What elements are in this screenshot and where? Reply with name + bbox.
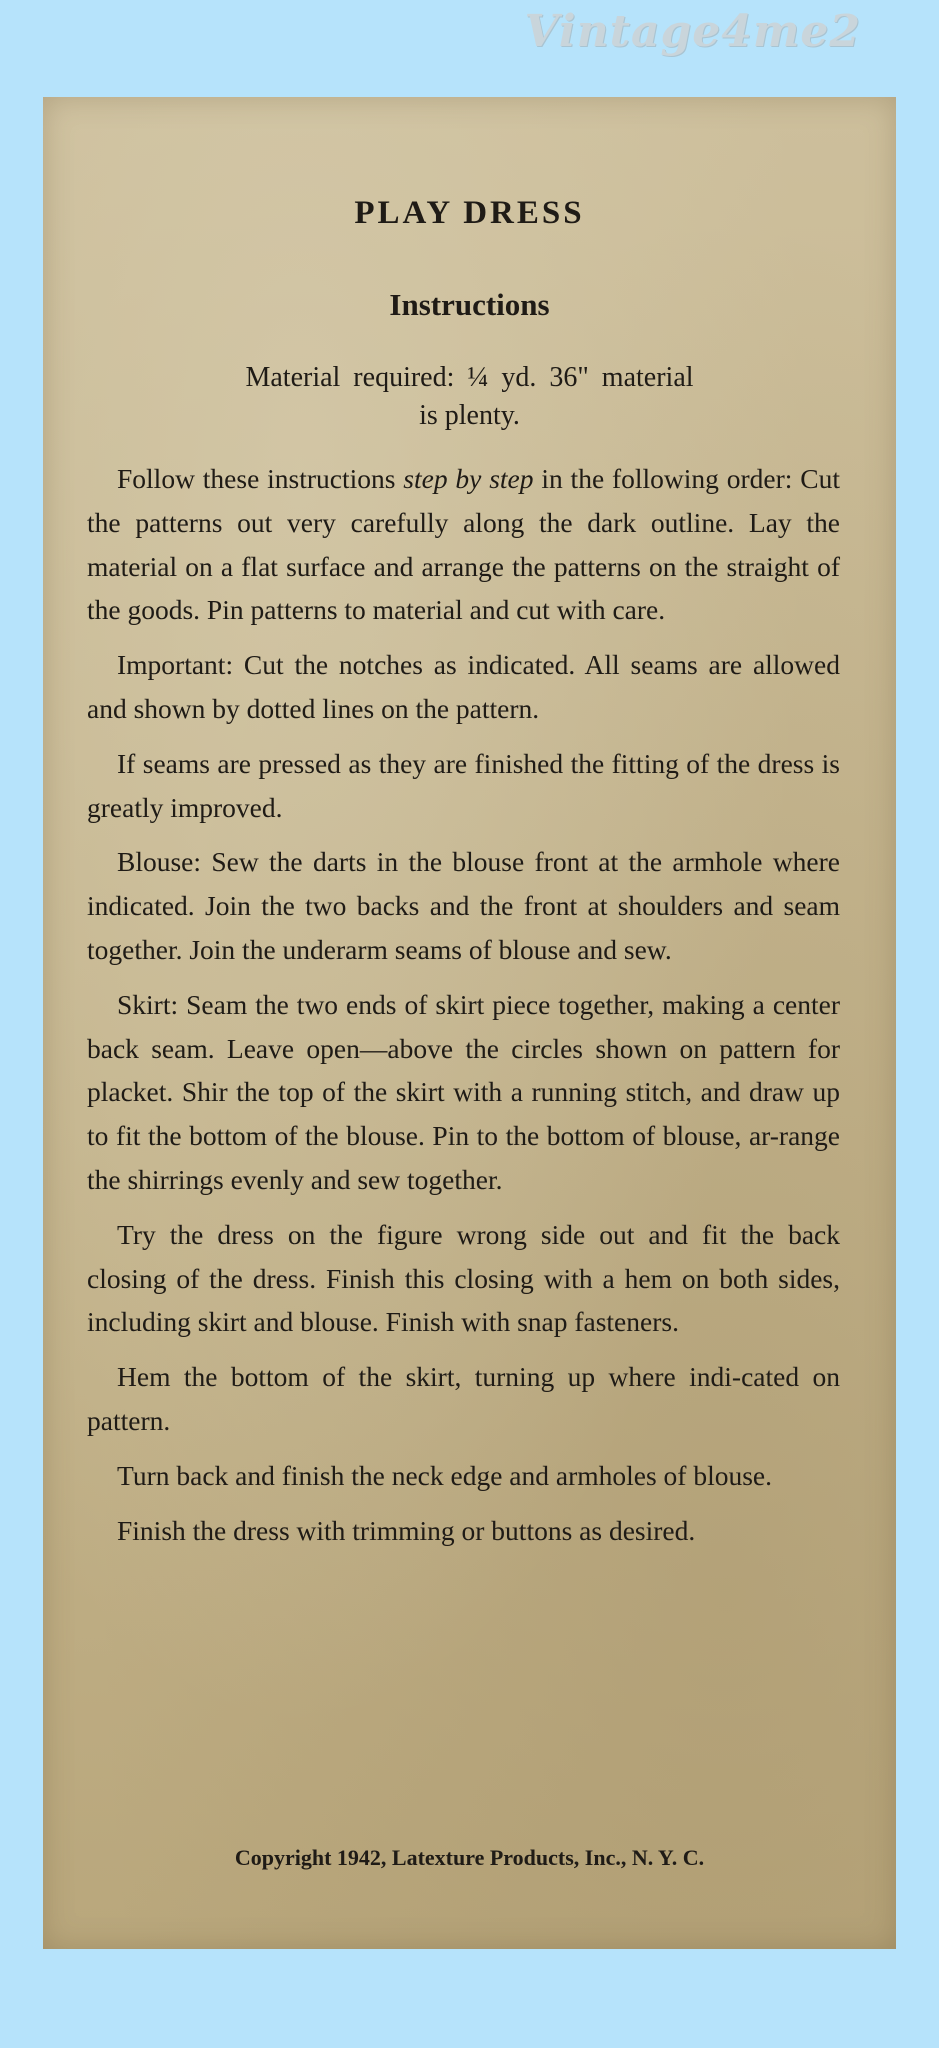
watermark-text: Vintage4me2 [524, 6, 861, 57]
paragraph-pressing: If seams are pressed as they are finished the fitting of the dress is greatly improved. [87, 747, 840, 823]
instruction-sheet [43, 97, 896, 1949]
paragraph-finish: Finish the dress with trimming or buttons as desired. [117, 1514, 696, 1546]
paragraph-step-by-step [87, 457, 840, 632]
paragraph-fitting: Try the dress on the figure wrong side out and fit the back closing of the dress. Finish this closing with a hem on both sides, including skirt and blouse. Finish with snap fasteners. [87, 1218, 840, 1338]
material-requirement [43, 359, 896, 435]
paragraph-hem: Hem the bottom of the skirt, turning up where indi-cated on pattern. [87, 1361, 840, 1436]
paragraph-text: in the following order: Cut the patterns out very carefully along the dark outline. Lay the material on a flat surface and arrange the patterns on the straight of the goods. Pin patterns to material and cut with care. [87, 463, 840, 626]
paragraph-text: Follow these instructions [117, 463, 404, 494]
material-line-2: is plenty. [419, 400, 520, 431]
instructions-body [87, 457, 840, 1563]
copyright-notice: Copyright 1942, Latexture Products, Inc., N. Y. C. [234, 1845, 705, 1870]
emphasis-step-by-step: step by step [403, 463, 534, 494]
document-title: PLAY DRESS [354, 195, 585, 231]
material-line-1: Material required: ¼ yd. 36" material [245, 362, 694, 393]
paragraph-skirt: Skirt: Seam the two ends of skirt piece together, making a center back seam. Leave open—above the circles shown on pattern for placket. Shir the top of the skirt with a running stitch, and draw up to fit the bottom of the blouse. Pin to the bottom of blouse, ar-range the shirrings evenly and sew together. [87, 988, 840, 1195]
document-subtitle: Instructions [389, 287, 550, 322]
paragraph-blouse: Blouse: Sew the darts in the blouse front at the armhole where indicated. Join the two backs and the front at shoulders and seam together. Join the underarm seams of blouse and sew. [87, 846, 840, 965]
paragraph-important: Important: Cut the notches as indicated. All seams are allowed and shown by dotted lines on the pattern. [87, 649, 840, 724]
paragraph-neck-edge: Turn back and finish the neck edge and armholes of blouse. [117, 1459, 773, 1491]
